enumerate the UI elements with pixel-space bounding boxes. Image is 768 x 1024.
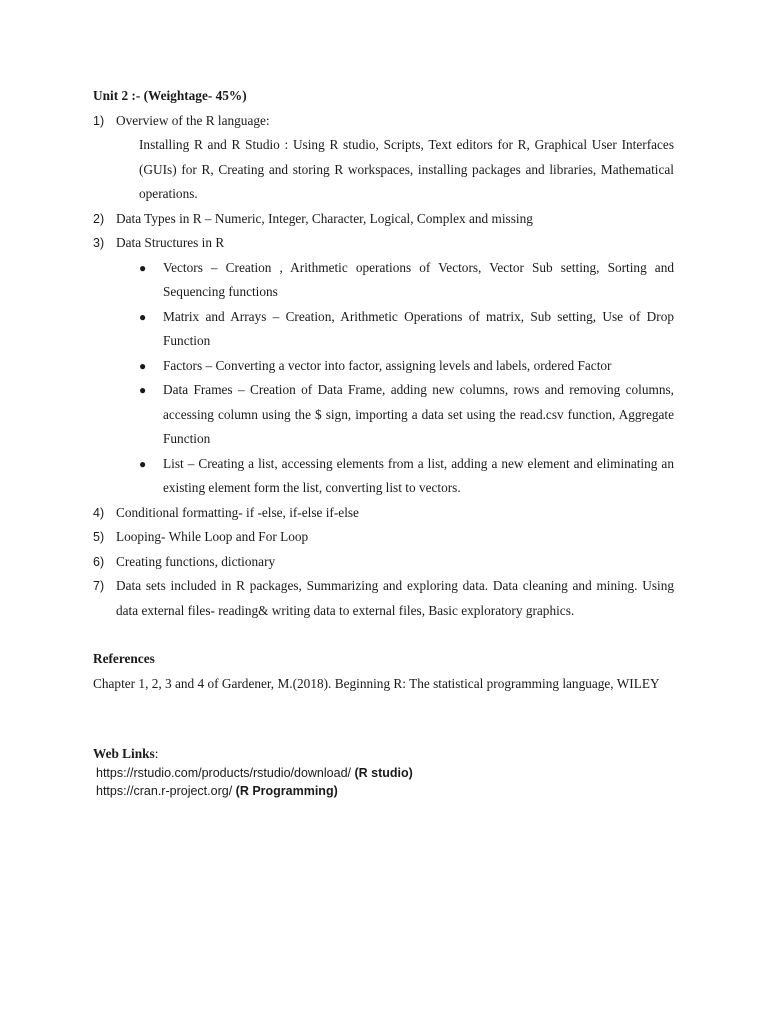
item-number: 5) — [93, 530, 105, 544]
bullet-icon: ● — [139, 260, 147, 275]
list-item-text: List – Creating a list, accessing elements from a list, adding a new element and eliminating an existing element form the list, converting list to vectors. — [163, 455, 674, 495]
list-item — [139, 305, 674, 354]
item-title: Data Types in R – Numeric, Integer, Character, Logical, Complex and missing — [116, 210, 533, 226]
syllabus-item-7 — [93, 574, 674, 623]
item-title: Creating functions, dictionary — [116, 553, 276, 569]
web-links-heading — [93, 744, 674, 764]
syllabus-item-4 — [93, 501, 674, 526]
web-link-cran[interactable] — [93, 782, 674, 800]
list-item-text: Matrix and Arrays – Creation, Arithmetic Operations of matrix, Sub setting, Use of Drop Function — [163, 308, 674, 348]
link-label: (R Programming) — [235, 784, 338, 798]
list-item — [139, 452, 674, 501]
item-number: 3) — [93, 236, 105, 250]
syllabus-item-3 — [93, 231, 674, 256]
bullet-icon: ● — [139, 383, 147, 397]
bullet-icon: ● — [139, 358, 147, 373]
references-heading: References — [93, 651, 155, 666]
link-url[interactable]: https://rstudio.com/products/rstudio/download/ — [96, 766, 351, 780]
bullet-icon: ● — [139, 309, 147, 324]
item-title: Overview of the R language: — [116, 112, 270, 128]
item-number: 7) — [93, 579, 105, 593]
unit-title: Unit 2 :- (Weightage- 45%) — [93, 88, 247, 103]
item-description: Installing R and R Studio : Using R studio, Scripts, Text editors for R, Graphical User Interfaces (GUIs) for R, Creating and storing R workspaces, installing packages and libraries, Mathematical operations. — [139, 137, 674, 201]
list-item-text: Factors – Converting a vector into factor, assigning levels and labels, ordered Factor — [163, 357, 612, 373]
syllabus-item-6 — [93, 550, 674, 575]
item-title: Data sets included in R packages, Summarizing and exploring data. Data cleaning and mining. Using data external files- reading& writing data to external files, Basic exploratory graphics. — [116, 578, 674, 618]
list-item-text: Vectors – Creation , Arithmetic operations of Vectors, Vector Sub setting, Sorting and Sequencing functions — [163, 259, 674, 299]
web-links-colon: : — [154, 746, 159, 761]
link-url[interactable]: https://cran.r-project.org/ — [96, 784, 233, 798]
item-number: 2) — [93, 211, 105, 226]
syllabus-item-1 — [93, 109, 674, 207]
item-title: Looping- While Loop and For Loop — [116, 529, 309, 544]
item-number: 4) — [93, 505, 105, 520]
list-item — [139, 256, 674, 305]
item-title: Conditional formatting- if -else, if-else if-else — [116, 504, 359, 520]
document-page — [93, 84, 674, 800]
web-link-rstudio[interactable] — [93, 764, 674, 782]
web-links-title: Web Links — [93, 746, 155, 761]
syllabus-item-5 — [93, 525, 674, 550]
item-title: Data Structures in R — [116, 235, 225, 250]
list-item — [139, 378, 674, 452]
bullet-icon: ● — [139, 456, 147, 471]
data-structures-list — [93, 256, 674, 501]
references-text: Chapter 1, 2, 3 and 4 of Gardener, M.(2018). Beginning R: The statistical programming language, WILEY — [93, 675, 660, 691]
syllabus-item-2 — [93, 207, 674, 232]
link-label: (R studio) — [354, 766, 413, 780]
item-number: 6) — [93, 554, 105, 569]
item-number: 1) — [93, 113, 105, 128]
list-item — [139, 354, 674, 379]
list-item-text: Data Frames – Creation of Data Frame, adding new columns, rows and removing columns, accessing column using the $ sign, importing a data set using the read.csv function, Aggregate Function — [163, 382, 674, 446]
